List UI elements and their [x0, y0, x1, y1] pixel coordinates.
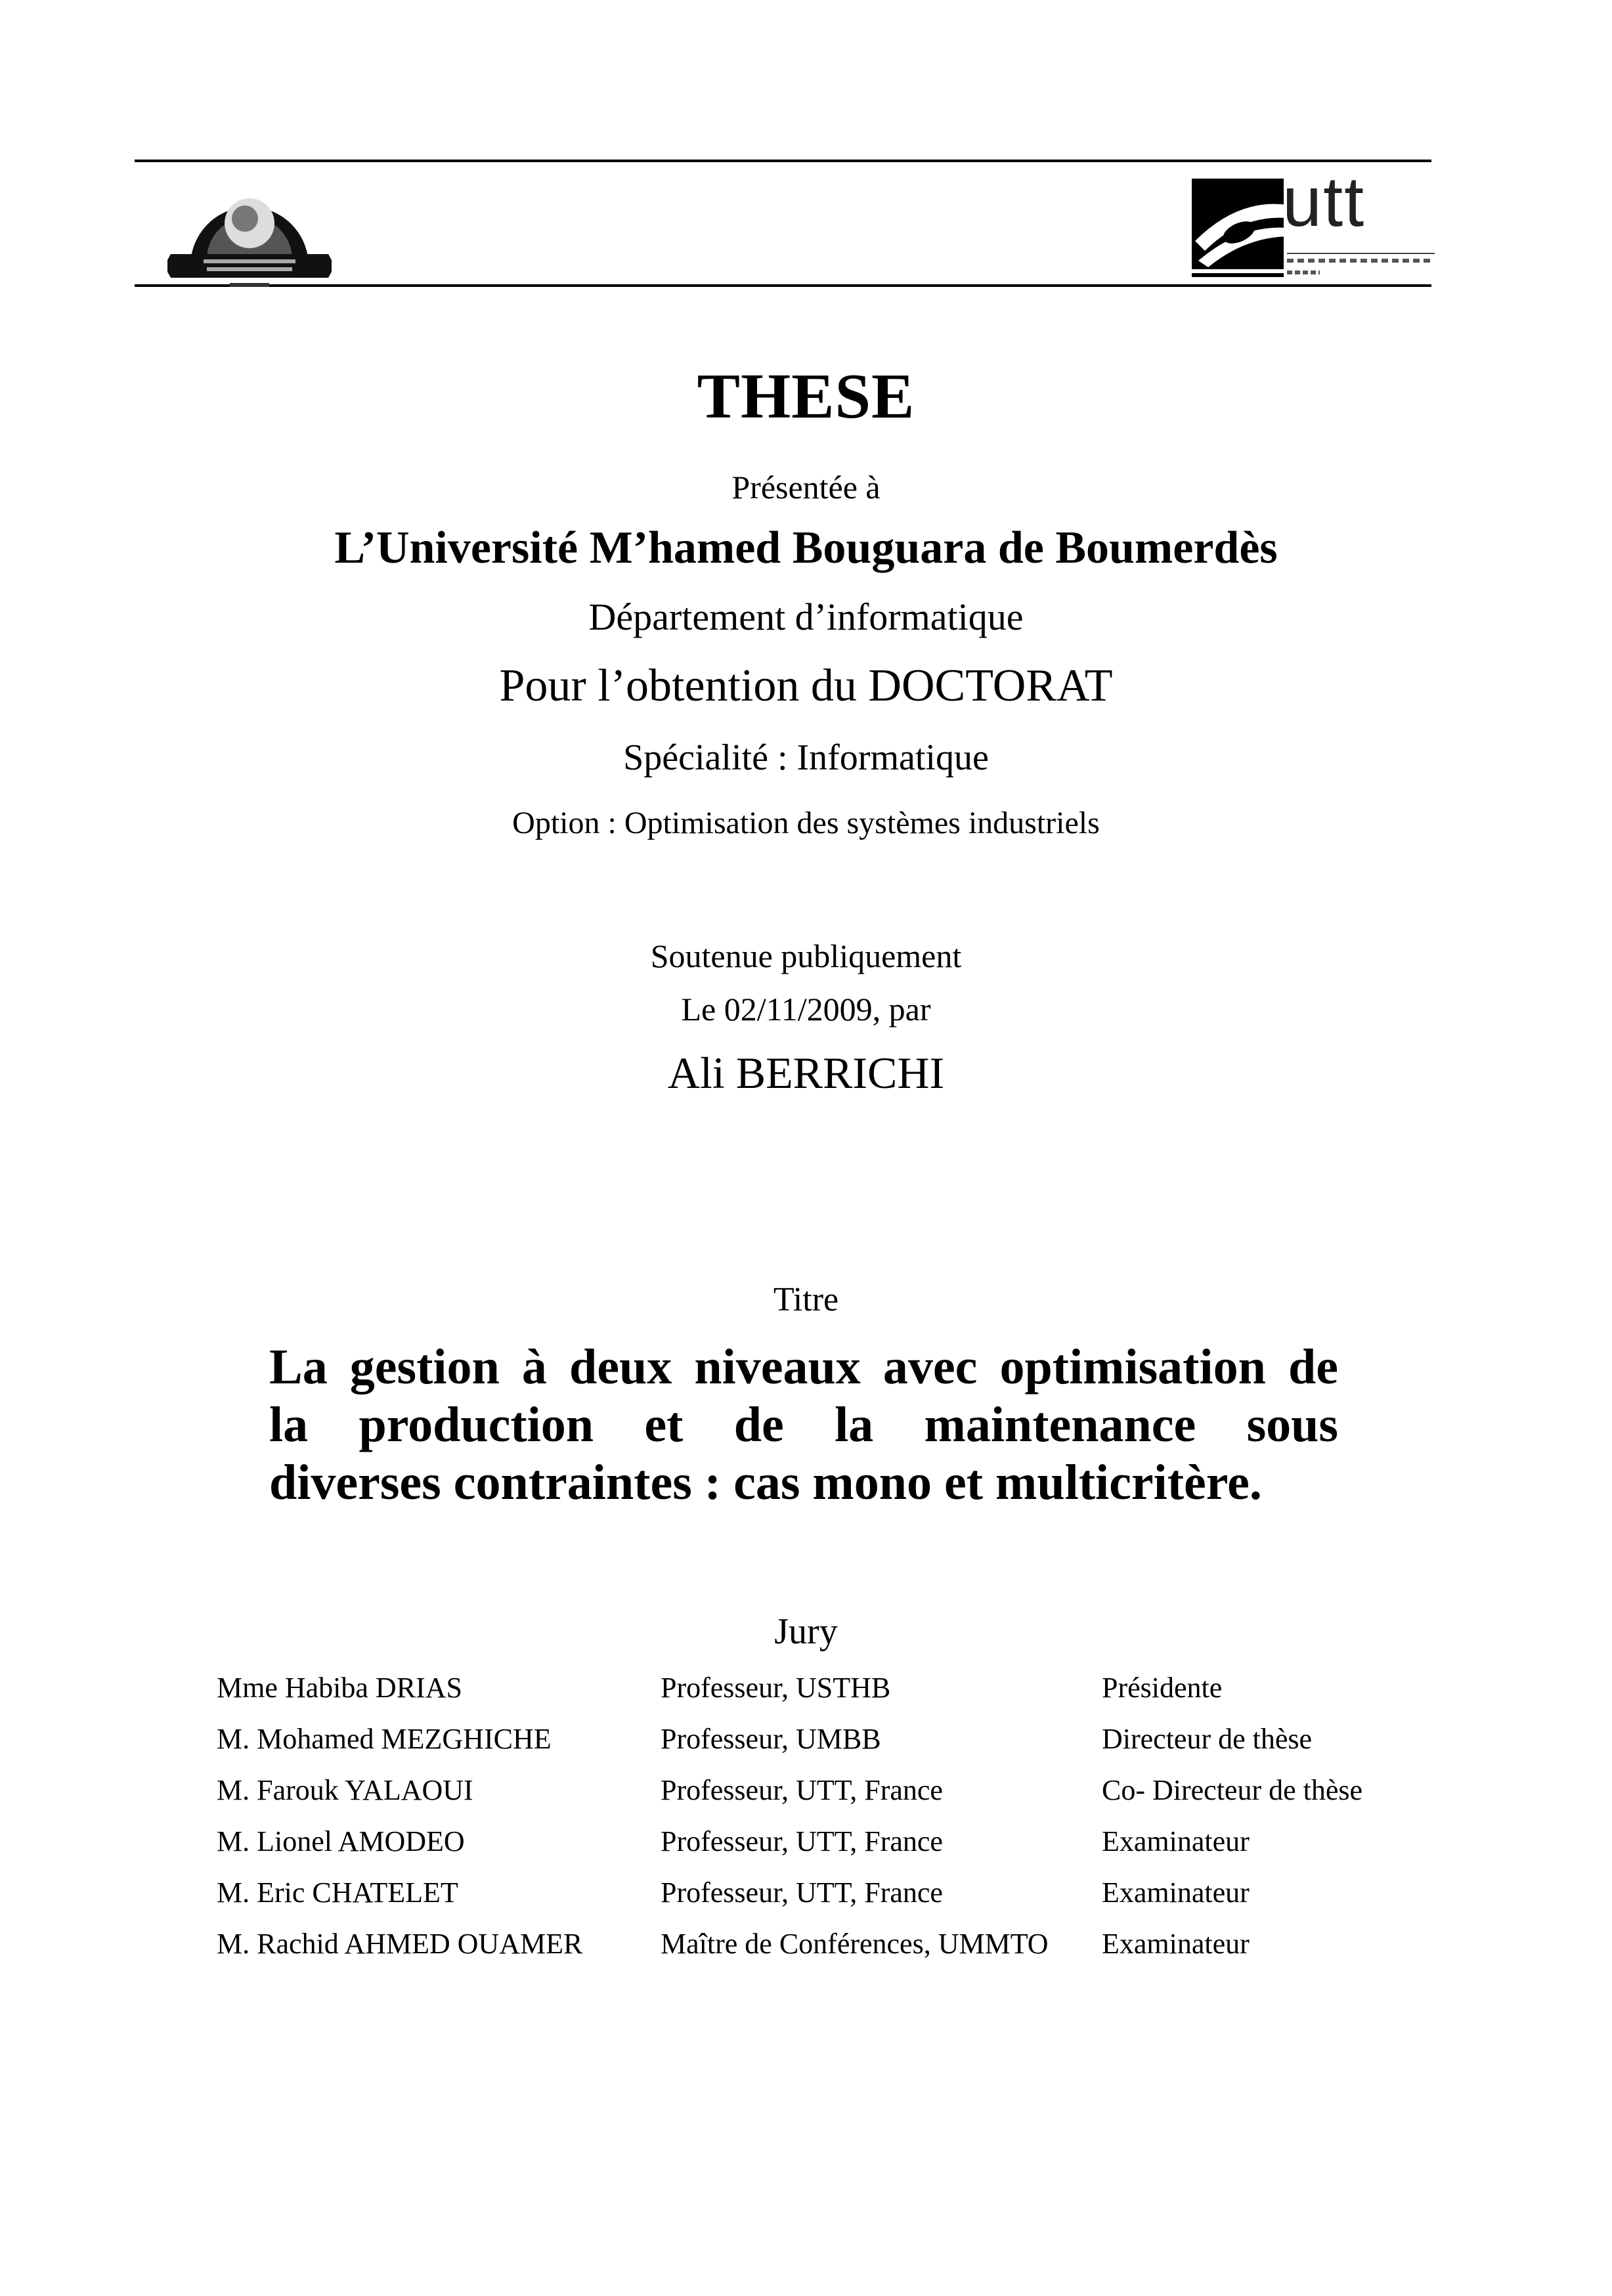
thesis-heading: THESE [697, 361, 915, 432]
utt-logo-text: utt [1282, 162, 1366, 241]
jury-member-position: Professeur, UTT, France [661, 1876, 943, 1909]
jury-member-name: M. Eric CHATELET [217, 1876, 458, 1909]
university-boumerdes-seal-icon [167, 167, 332, 292]
table-row [217, 1927, 1417, 1978]
jury-member-position: Professeur, UMBB [661, 1723, 881, 1755]
utt-logo-caption-line [1287, 259, 1431, 263]
table-row [217, 1671, 1417, 1722]
department-name: Département d’informatique [588, 596, 1024, 638]
jury-member-role: Examinateur [1102, 1825, 1250, 1857]
jury-member-position: Professeur, UTT, France [661, 1825, 943, 1857]
jury-member-name: Mme Habiba DRIAS [217, 1672, 462, 1704]
jury-member-position: Maître de Conférences, UMMTO [661, 1928, 1049, 1960]
defense-date: Le 02/11/2009, par [681, 991, 931, 1028]
degree: Pour l’obtention du DOCTORAT [499, 661, 1113, 711]
jury-label: Jury [774, 1611, 838, 1652]
utt-logo-underline [1287, 253, 1435, 254]
table-row [217, 1722, 1417, 1773]
option: Option : Optimisation des systèmes industriels [512, 806, 1100, 840]
presented-to: Présentée à [731, 469, 881, 506]
utt-logo-icon [1192, 179, 1290, 277]
jury-member-role: Directeur de thèse [1102, 1723, 1313, 1755]
thesis-title-line: la production et de la maintenance sous [269, 1397, 1338, 1452]
author-name: Ali BERRICHI [667, 1048, 945, 1098]
header-rule-top [135, 160, 1431, 162]
utt-logo [1192, 162, 1441, 297]
thesis-title-line: La gestion à deux niveaux avec optimisation de [269, 1339, 1338, 1395]
jury-member-role: Présidente [1102, 1672, 1223, 1704]
jury-member-role: Examinateur [1102, 1876, 1250, 1909]
jury-member-position: Professeur, UTT, France [661, 1774, 943, 1806]
jury-member-name: M. Lionel AMODEO [217, 1825, 465, 1857]
jury-member-role: Examinateur [1102, 1928, 1250, 1960]
title-label: Titre [773, 1281, 839, 1318]
jury-member-role: Co- Directeur de thèse [1102, 1774, 1363, 1806]
specialty: Spécialité : Informatique [623, 737, 989, 778]
thesis-title-line: diverses contraintes : cas mono et multicritère. [269, 1455, 1262, 1510]
jury-member-position: Professeur, USTHB [661, 1672, 891, 1704]
defense-label: Soutenue publiquement [650, 938, 962, 974]
utt-logo-caption-line-short [1287, 271, 1320, 274]
jury-member-name: M. Mohamed MEZGHICHE [217, 1723, 552, 1755]
thesis-title [269, 1338, 1338, 1511]
table-row [217, 1773, 1417, 1825]
jury-table [217, 1671, 1417, 1978]
jury-member-name: M. Rachid AHMED OUAMER [217, 1928, 583, 1960]
table-row [217, 1876, 1417, 1927]
jury-member-name: M. Farouk YALAOUI [217, 1774, 473, 1806]
table-row [217, 1825, 1417, 1876]
university-name: L’Université M’hamed Bouguara de Boumerdès [334, 523, 1278, 573]
